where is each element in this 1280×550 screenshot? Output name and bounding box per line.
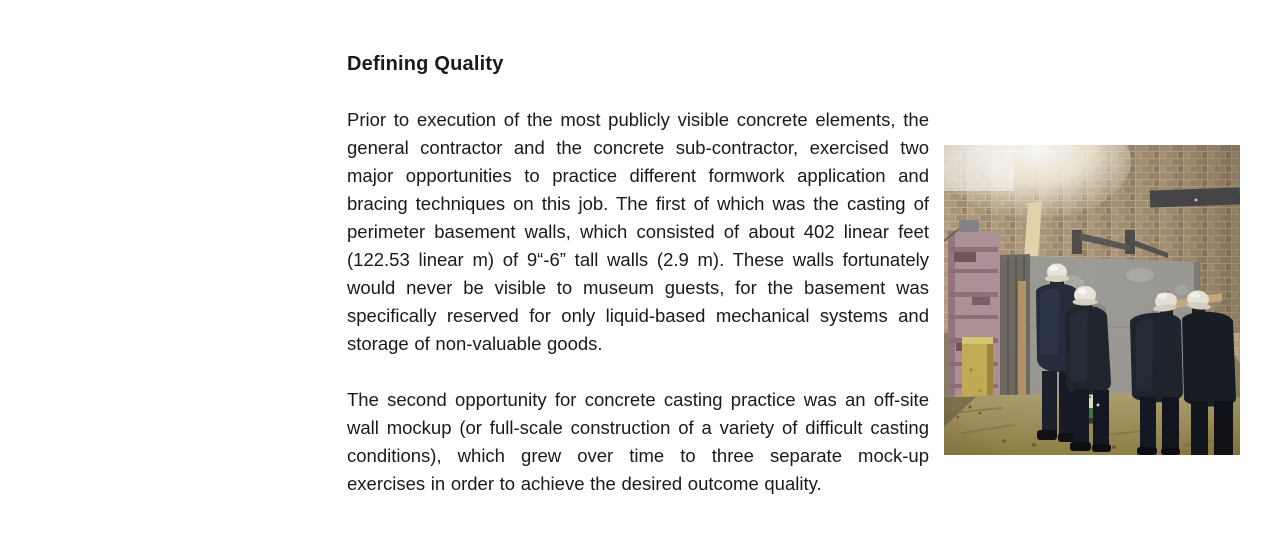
article-text-column [347,50,929,498]
construction-site-photo [944,145,1240,455]
section-heading: Defining Quality [347,53,504,75]
paragraph-wall-mockup: The second opportunity for concrete casting practice was an off-site wall mockup (or full-scale construction of a variety of difficult casting conditions), which grew over time to three separate mock-up exercises in order to achieve the desired outcome quality. [347,389,929,494]
construction-site-photo-graphic [944,145,1240,455]
paragraph-basement-walls: Prior to execution of the most publicly visible concrete elements, the general contractor and the concrete sub-contractor, exercised two major opportunities to practice different formwork application and bracing techniques on this job. The first of which was the casting of perimeter basement walls, which consisted of about 402 linear feet (122.53 linear m) of 9“-6” tall walls (2.9 m). These walls fortunately would never be visible to museum guests, for the basement was specifically reserved for only liquid-based mechanical systems and storage of non-valuable goods. [347,109,929,354]
